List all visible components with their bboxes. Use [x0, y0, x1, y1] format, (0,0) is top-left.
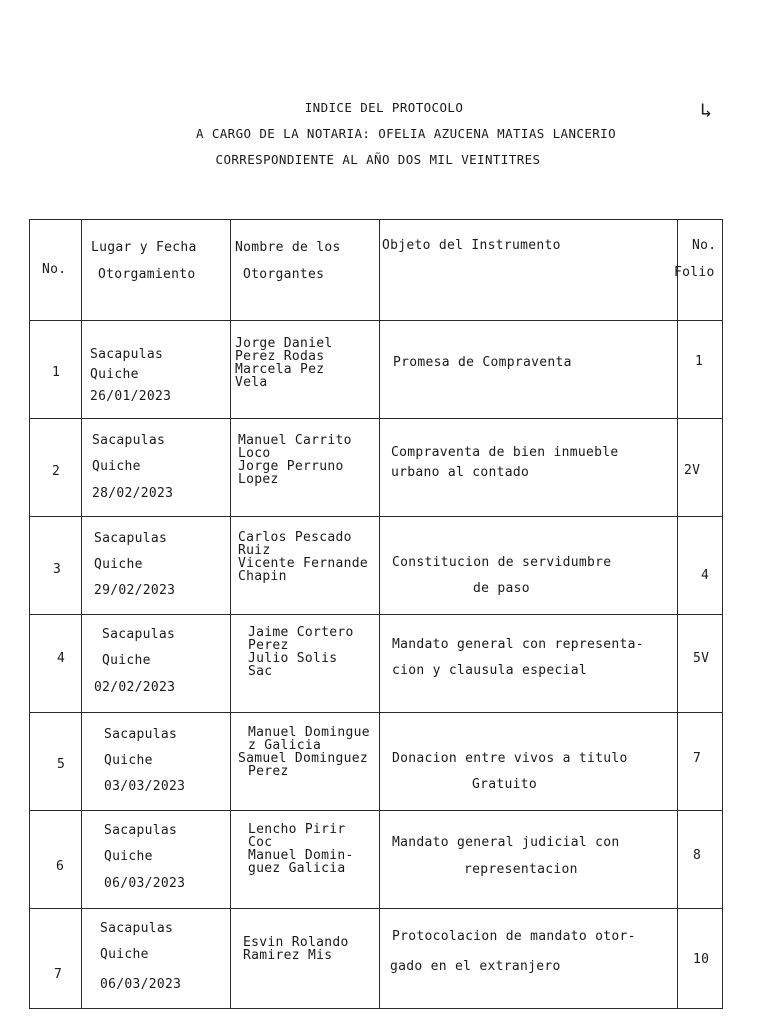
grantor-line: Coc: [248, 835, 273, 850]
grantor-line: Sac: [248, 664, 273, 679]
header-no: No.: [30, 220, 82, 321]
place: Sacapulas: [92, 433, 166, 448]
folio: 1: [695, 354, 704, 369]
header-folio: No. Folio: [678, 220, 723, 321]
grantor-line: Manuel Carrito: [238, 433, 352, 448]
instrument-object: Mandato general con representa-: [392, 637, 644, 652]
date: 29/02/2023: [94, 583, 176, 598]
table-header-row: [30, 220, 723, 321]
folio: 8: [693, 848, 702, 863]
department: Quiche: [94, 557, 143, 572]
grantor-line: Perez: [248, 638, 289, 653]
row-number: 3: [53, 562, 62, 577]
grantor-line: Loco: [238, 446, 271, 461]
department: Quiche: [100, 947, 149, 962]
date: 02/02/2023: [94, 680, 176, 695]
instrument-object: gado en el extranjero: [390, 959, 561, 974]
folio: 7: [693, 751, 702, 766]
folio: 5V: [693, 651, 710, 666]
grantor-line: z Galicia: [248, 738, 322, 753]
grantor-line: Carlos Pescado: [238, 530, 352, 545]
grantor-line: Manuel Domin-: [248, 848, 354, 863]
instrument-object: Constitucion de servidumbre: [392, 555, 612, 570]
date: 06/03/2023: [104, 876, 186, 891]
place: Sacapulas: [104, 727, 178, 742]
department: Quiche: [92, 459, 141, 474]
date: 06/03/2023: [100, 977, 182, 992]
notary-line: A CARGO DE LA NOTARIA: OFELIA AZUCENA MATIAS LANCERIO: [195, 126, 617, 141]
table-row: [30, 811, 723, 909]
folio: 4: [701, 568, 710, 583]
header-instrument: Objeto del Instrumento: [380, 220, 678, 321]
grantor-line: Jorge Daniel: [235, 336, 333, 351]
grantor-line: Samuel Dominguez: [238, 751, 369, 766]
place: Sacapulas: [104, 823, 178, 838]
folio: 10: [693, 952, 710, 967]
department: Quiche: [102, 653, 151, 668]
document-title: INDICE DEL PROTOCOLO: [304, 100, 464, 115]
instrument-object: Promesa de Compraventa: [393, 355, 572, 370]
date: 03/03/2023: [104, 779, 186, 794]
instrument-object: Protocolacion de mandato otor-: [392, 929, 636, 944]
instrument-object: de paso: [473, 581, 530, 596]
grantor-line: Vicente Fernande: [238, 556, 369, 571]
grantor-line: Ruiz: [238, 543, 271, 558]
grantor-line: Ramirez Mis: [243, 948, 333, 963]
place: Sacapulas: [94, 531, 168, 546]
instrument-object: representacion: [464, 862, 578, 877]
date: 26/01/2023: [90, 389, 172, 404]
row-number: 1: [52, 365, 61, 380]
instrument-object: cion y clausula especial: [392, 663, 588, 678]
grantor-line: Jorge Perruno: [238, 459, 344, 474]
department: Quiche: [104, 849, 153, 864]
instrument-object: Compraventa de bien inmueble: [391, 445, 619, 460]
place: Sacapulas: [90, 347, 164, 362]
instrument-object: Gratuito: [472, 777, 538, 792]
grantor-line: Manuel Domingue: [248, 725, 370, 740]
grantor-line: Esvin Rolando: [243, 935, 349, 950]
place: Sacapulas: [100, 921, 174, 936]
grantor-line: Perez: [248, 764, 289, 779]
department: Quiche: [90, 367, 139, 382]
table-row: [30, 615, 723, 713]
grantor-line: Perez Rodas: [235, 349, 325, 364]
instrument-object: Donacion entre vivos a titulo: [392, 751, 628, 766]
grantor-line: Lopez: [238, 472, 279, 487]
row-number: 4: [57, 651, 66, 666]
table-row: [30, 909, 723, 1009]
year-line: CORRESPONDIENTE AL AÑO DOS MIL VEINTITRES: [215, 152, 541, 167]
grantor-line: Chapin: [238, 569, 287, 584]
grantor-line: Lencho Pirir: [248, 822, 346, 837]
grantor-line: Marcela Pez: [235, 362, 325, 377]
protocol-index-table: [29, 219, 723, 1009]
grantor-line: Vela: [235, 375, 268, 390]
table-row: [30, 713, 723, 811]
header-place-date: Lugar y Fecha Otorgamiento: [82, 220, 231, 321]
row-number: 7: [54, 967, 63, 982]
grantor-line: Julio Solis: [248, 651, 338, 666]
table-row: [30, 419, 723, 517]
place: Sacapulas: [102, 627, 176, 642]
row-number: 2: [52, 464, 61, 479]
row-number: 5: [57, 757, 66, 772]
folio: 2V: [684, 463, 701, 478]
grantor-line: guez Galicia: [248, 861, 346, 876]
row-number: 6: [56, 859, 65, 874]
pen-mark: ↳: [700, 98, 713, 122]
header-grantors: Nombre de los Otorgantes: [231, 220, 380, 321]
instrument-object: urbano al contado: [391, 465, 530, 480]
table-row: [30, 321, 723, 419]
date: 28/02/2023: [92, 486, 174, 501]
department: Quiche: [104, 753, 153, 768]
instrument-object: Mandato general judicial con: [392, 835, 620, 850]
grantor-line: Jaime Cortero: [248, 625, 354, 640]
table-row: [30, 517, 723, 615]
